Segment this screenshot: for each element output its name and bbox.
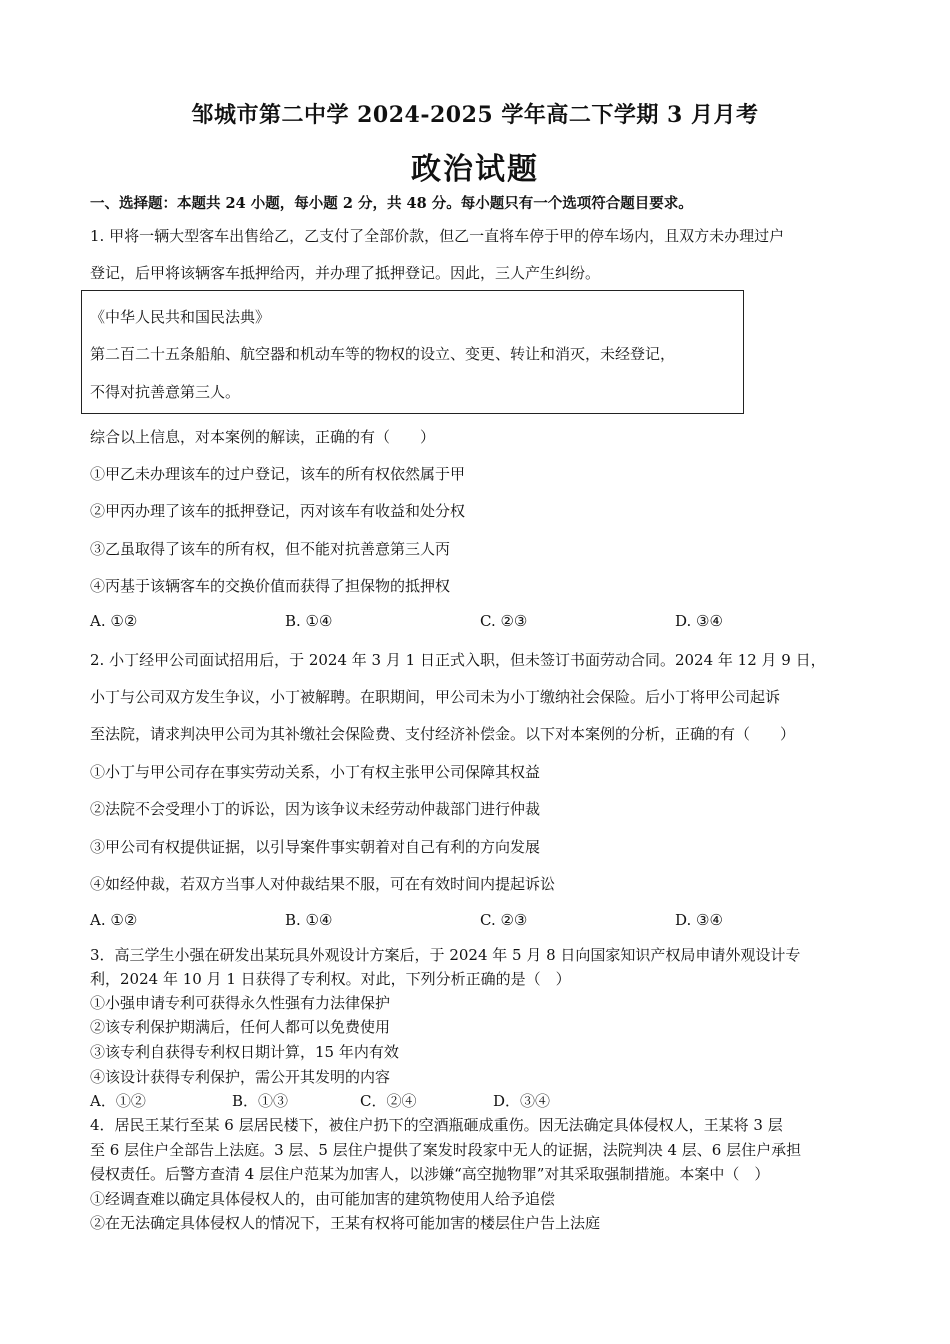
q2-item-3: ③甲公司有权提供证据，以引导案件事实朝着对自己有利的方向发展 xyxy=(90,838,541,856)
exam-title: 邹城市第二中学 2024-2025 学年高二下学期 3 月月考 xyxy=(191,102,759,128)
q2-item-1: ①小丁与甲公司存在事实劳动关系，小丁有权主张甲公司保障其权益 xyxy=(90,763,541,781)
q1-text-line1: 1. 甲将一辆大型客车出售给乙，乙支付了全部价款，但乙一直将车停于甲的停车场内，且双方未办理过户 xyxy=(90,227,785,245)
q3-item-2: ②该专利保护期满后，任何人都可以免费使用 xyxy=(90,1018,391,1036)
q4-text-line1: 4．居民王某行至某 6 层居民楼下，被住户扔下的空酒瓶砸成重伤。因无法确定具体侵权人，王某将 3 层 xyxy=(90,1116,783,1134)
q1-option-d[interactable]: D. ③④ xyxy=(675,612,723,630)
q3-option-a[interactable]: A．①② xyxy=(90,1092,146,1110)
q1-option-c[interactable]: C. ②③ xyxy=(480,612,528,630)
q3-option-d[interactable]: D．③④ xyxy=(493,1092,551,1110)
q4-text-line3: 侵权责任。后警方查清 4 层住户范某为加害人，以涉嫌“高空抛物罪”对其采取强制措施。本案中（ ） xyxy=(90,1165,770,1183)
q1-item-4: ④丙基于该辆客车的交换价值而获得了担保物的抵押权 xyxy=(90,577,451,595)
q2-option-b[interactable]: B. ①④ xyxy=(285,911,333,929)
q2-text-line2: 小丁与公司双方发生争议，小丁被解聘。在职期间，甲公司未为小丁缴纳社会保险。后小丁将甲公司起诉 xyxy=(90,688,781,706)
law-text-line2: 不得对抗善意第三人。 xyxy=(90,383,241,401)
q3-item-1: ①小强申请专利可获得永久性强有力法律保护 xyxy=(90,994,391,1012)
q2-option-c[interactable]: C. ②③ xyxy=(480,911,528,929)
law-title: 《中华人民共和国民法典》 xyxy=(90,308,271,326)
q4-text-line2: 至 6 层住户全部告上法庭。3 层、5 层住户提供了案发时段家中无人的证据，法院判决 4 层、6 层住户承担 xyxy=(90,1141,802,1159)
q1-text-line2: 登记，后甲将该辆客车抵押给丙，并办理了抵押登记。因此，三人产生纠纷。 xyxy=(90,264,601,282)
q3-text-line2: 利，2024 年 10 月 1 日获得了专利权。对此，下列分析正确的是（ ） xyxy=(90,970,571,988)
q3-option-c[interactable]: C．②④ xyxy=(360,1092,417,1110)
q3-option-b[interactable]: B．①③ xyxy=(232,1092,289,1110)
section-heading: 一、选择题：本题共 24 小题，每小题 2 分，共 48 分。每小题只有一个选项符合题目要求。 xyxy=(90,195,693,212)
exam-subject: 政治试题 xyxy=(411,152,539,187)
q1-item-3: ③乙虽取得了该车的所有权，但不能对抗善意第三人丙 xyxy=(90,540,451,558)
q2-item-2: ②法院不会受理小丁的诉讼，因为该争议未经劳动仲裁部门进行仲裁 xyxy=(90,800,541,818)
q4-item-2: ②在无法确定具体侵权人的情况下，王某有权将可能加害的楼层住户告上法庭 xyxy=(90,1214,601,1232)
q2-option-d[interactable]: D. ③④ xyxy=(675,911,723,929)
q3-item-3: ③该专利自获得专利权日期计算，15 年内有效 xyxy=(90,1043,399,1061)
q2-text-line3: 至法院，请求判决甲公司为其补缴社会保险费、支付经济补偿金。以下对本案例的分析，正确的有（ ） xyxy=(90,725,796,743)
q2-item-4: ④如经仲裁，若双方当事人对仲裁结果不服，可在有效时间内提起诉讼 xyxy=(90,875,556,893)
q4-item-1: ①经调查难以确定具体侵权人的，由可能加害的建筑物使用人给予追偿 xyxy=(90,1190,556,1208)
q1-item-2: ②甲丙办理了该车的抵押登记，丙对该车有收益和处分权 xyxy=(90,502,466,520)
law-text-line1: 第二百二十五条船舶、航空器和机动车等的物权的设立、变更、转让和消灭，未经登记， xyxy=(90,345,676,363)
q3-text-line1: 3．高三学生小强在研发出某玩具外观设计方案后，于 2024 年 5 月 8 日向国家知识产权局申请外观设计专 xyxy=(90,946,801,964)
q1-stem: 综合以上信息，对本案例的解读，正确的有（ ） xyxy=(90,428,436,446)
q2-option-a[interactable]: A. ①② xyxy=(90,911,138,929)
q1-option-b[interactable]: B. ①④ xyxy=(285,612,333,630)
q1-option-a[interactable]: A. ①② xyxy=(90,612,138,630)
q2-text-line1: 2. 小丁经甲公司面试招用后，于 2024 年 3 月 1 日正式入职，但未签订书面劳动合同。2024 年 12 月 9 日， xyxy=(90,651,826,669)
q1-item-1: ①甲乙未办理该车的过户登记，该车的所有权依然属于甲 xyxy=(90,465,466,483)
q3-item-4: ④该设计获得专利保护，需公开其发明的内容 xyxy=(90,1068,391,1086)
